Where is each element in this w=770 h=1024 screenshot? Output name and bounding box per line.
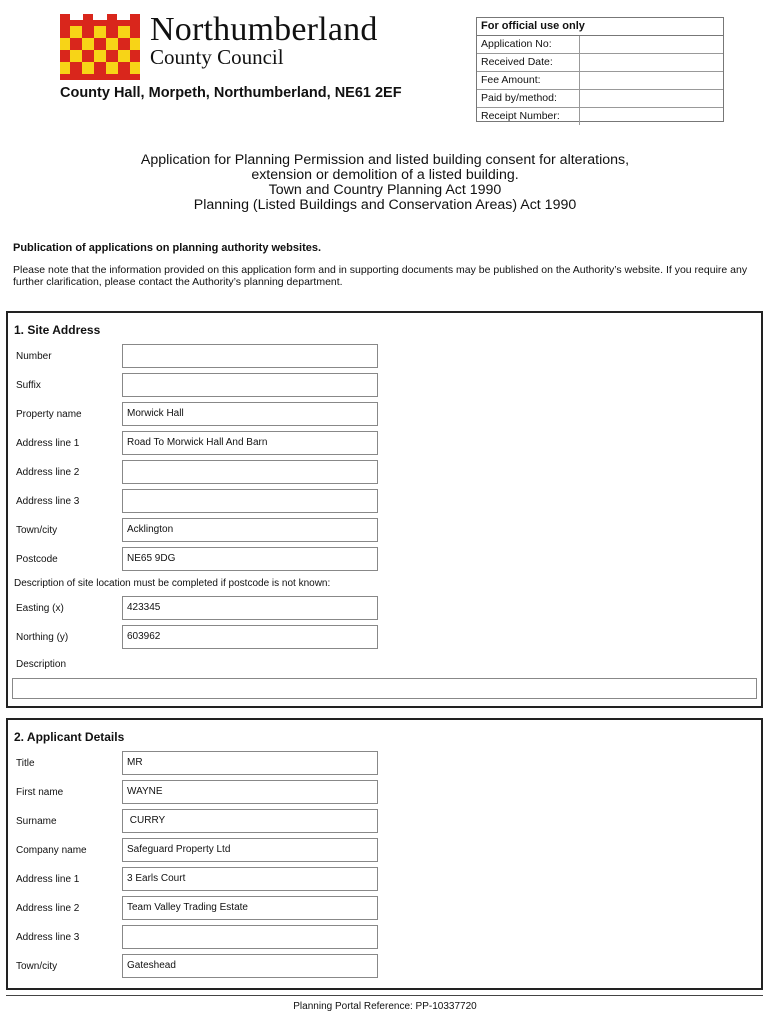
official-row-fee-amount: [477, 72, 723, 90]
property-name-input[interactable]: Morwick Hall: [122, 402, 378, 426]
official-label: Received Date:: [481, 56, 553, 68]
field-address-line-3: [8, 489, 761, 515]
title-input[interactable]: MR: [122, 751, 378, 775]
official-value-field: [579, 72, 723, 89]
official-label: Paid by/method:: [481, 92, 557, 104]
field-label: Northing (y): [16, 632, 69, 643]
field-easting: [8, 596, 761, 622]
form-title-line: Town and Country Planning Act 1990: [268, 182, 502, 198]
town-city-input[interactable]: Acklington: [122, 518, 378, 542]
official-value-field: [579, 90, 723, 107]
field-label: Address line 1: [16, 438, 80, 449]
field-label: Address line 3: [16, 496, 80, 507]
field-label: Easting (x): [16, 603, 64, 614]
form-title-line: extension or demolition of a listed building.: [251, 167, 519, 183]
field-first-name: [8, 780, 761, 806]
field-label: Town/city: [16, 525, 58, 536]
site-address-section: [6, 311, 763, 708]
field-applicant-address-line-3: [8, 925, 761, 951]
number-input[interactable]: [122, 344, 378, 368]
field-suffix: [8, 373, 761, 399]
location-note: Description of site location must be completed if postcode is not known:: [14, 578, 331, 589]
official-row-paid-by: [477, 90, 723, 108]
field-town-city: [8, 518, 761, 544]
form-title: [0, 153, 770, 213]
field-label: Property name: [16, 409, 82, 420]
field-label: Company name: [16, 845, 87, 856]
field-applicant-address-line-2: [8, 896, 761, 922]
official-row-application-no: [477, 36, 723, 54]
field-property-name: [8, 402, 761, 428]
field-title: [8, 751, 761, 777]
official-value-field: [579, 36, 723, 53]
field-applicant-address-line-1: [8, 867, 761, 893]
field-label: Title: [16, 758, 35, 769]
section-title: 2. Applicant Details: [14, 730, 125, 744]
publication-note: Please note that the information provided on this application form and in supporting documents may be published on the Authority’s website. If you require any further clarification, please contact the Authority’s planning department.: [13, 264, 748, 288]
field-number: [8, 344, 761, 370]
field-label: First name: [16, 787, 64, 798]
address-line-1-input[interactable]: Road To Morwick Hall And Barn: [122, 431, 378, 455]
field-label: Address line 2: [16, 467, 80, 478]
official-label: Application No:: [481, 38, 552, 50]
field-label: Surname: [16, 816, 57, 827]
field-address-line-2: [8, 460, 761, 486]
form-title-line: Application for Planning Permission and listed building consent for alterations,: [140, 152, 630, 168]
publication-heading: Publication of applications on planning authority websites.: [13, 242, 322, 254]
official-row-receipt-number: [477, 108, 723, 125]
official-row-received-date: [477, 54, 723, 72]
description-input[interactable]: [12, 678, 757, 699]
field-northing: [8, 625, 761, 651]
postcode-input[interactable]: NE65 9DG: [122, 547, 378, 571]
northing-input[interactable]: 603962: [122, 625, 378, 649]
official-value-field: [579, 108, 723, 125]
applicant-address-line-3-input[interactable]: [122, 925, 378, 949]
form-title-line: Planning (Listed Buildings and Conservation Areas) Act 1990: [193, 197, 577, 213]
field-label: Suffix: [16, 380, 41, 391]
easting-input[interactable]: 423345: [122, 596, 378, 620]
applicant-address-line-2-input[interactable]: Team Valley Trading Estate: [122, 896, 378, 920]
official-use-heading: For official use only: [477, 18, 723, 36]
address-line-2-input[interactable]: [122, 460, 378, 484]
official-value-field: [579, 54, 723, 71]
applicant-town-city-input[interactable]: Gateshead: [122, 954, 378, 978]
field-postcode: [8, 547, 761, 573]
applicant-address-line-1-input[interactable]: 3 Earls Court: [122, 867, 378, 891]
org-subtitle: County Council: [150, 45, 284, 69]
section-title: 1. Site Address: [14, 323, 101, 337]
company-name-input[interactable]: Safeguard Property Ltd: [122, 838, 378, 862]
org-address: County Hall, Morpeth, Northumberland, NE61 2EF: [60, 85, 402, 101]
field-applicant-town-city: [8, 954, 761, 980]
official-label: Receipt Number:: [481, 110, 560, 122]
footer-divider: [6, 995, 763, 996]
description-label: Description: [16, 659, 67, 670]
field-label: Address line 2: [16, 903, 80, 914]
official-use-box: [476, 17, 724, 122]
field-label: Address line 3: [16, 932, 80, 943]
field-label: Postcode: [16, 554, 58, 565]
planning-portal-reference: Planning Portal Reference: PP-10337720: [293, 1001, 477, 1012]
field-company-name: [8, 838, 761, 864]
suffix-input[interactable]: [122, 373, 378, 397]
field-label: Number: [16, 351, 52, 362]
applicant-details-section: [6, 718, 763, 990]
field-label: Address line 1: [16, 874, 80, 885]
field-surname: [8, 809, 761, 835]
first-name-input[interactable]: WAYNE: [122, 780, 378, 804]
council-logo: [60, 14, 140, 80]
field-label: Town/city: [16, 961, 58, 972]
org-name: Northumberland: [150, 11, 378, 48]
official-label: Fee Amount:: [481, 74, 541, 86]
address-line-3-input[interactable]: [122, 489, 378, 513]
field-address-line-1: [8, 431, 761, 457]
surname-input[interactable]: CURRY: [122, 809, 378, 833]
logo-shield: [60, 14, 140, 80]
